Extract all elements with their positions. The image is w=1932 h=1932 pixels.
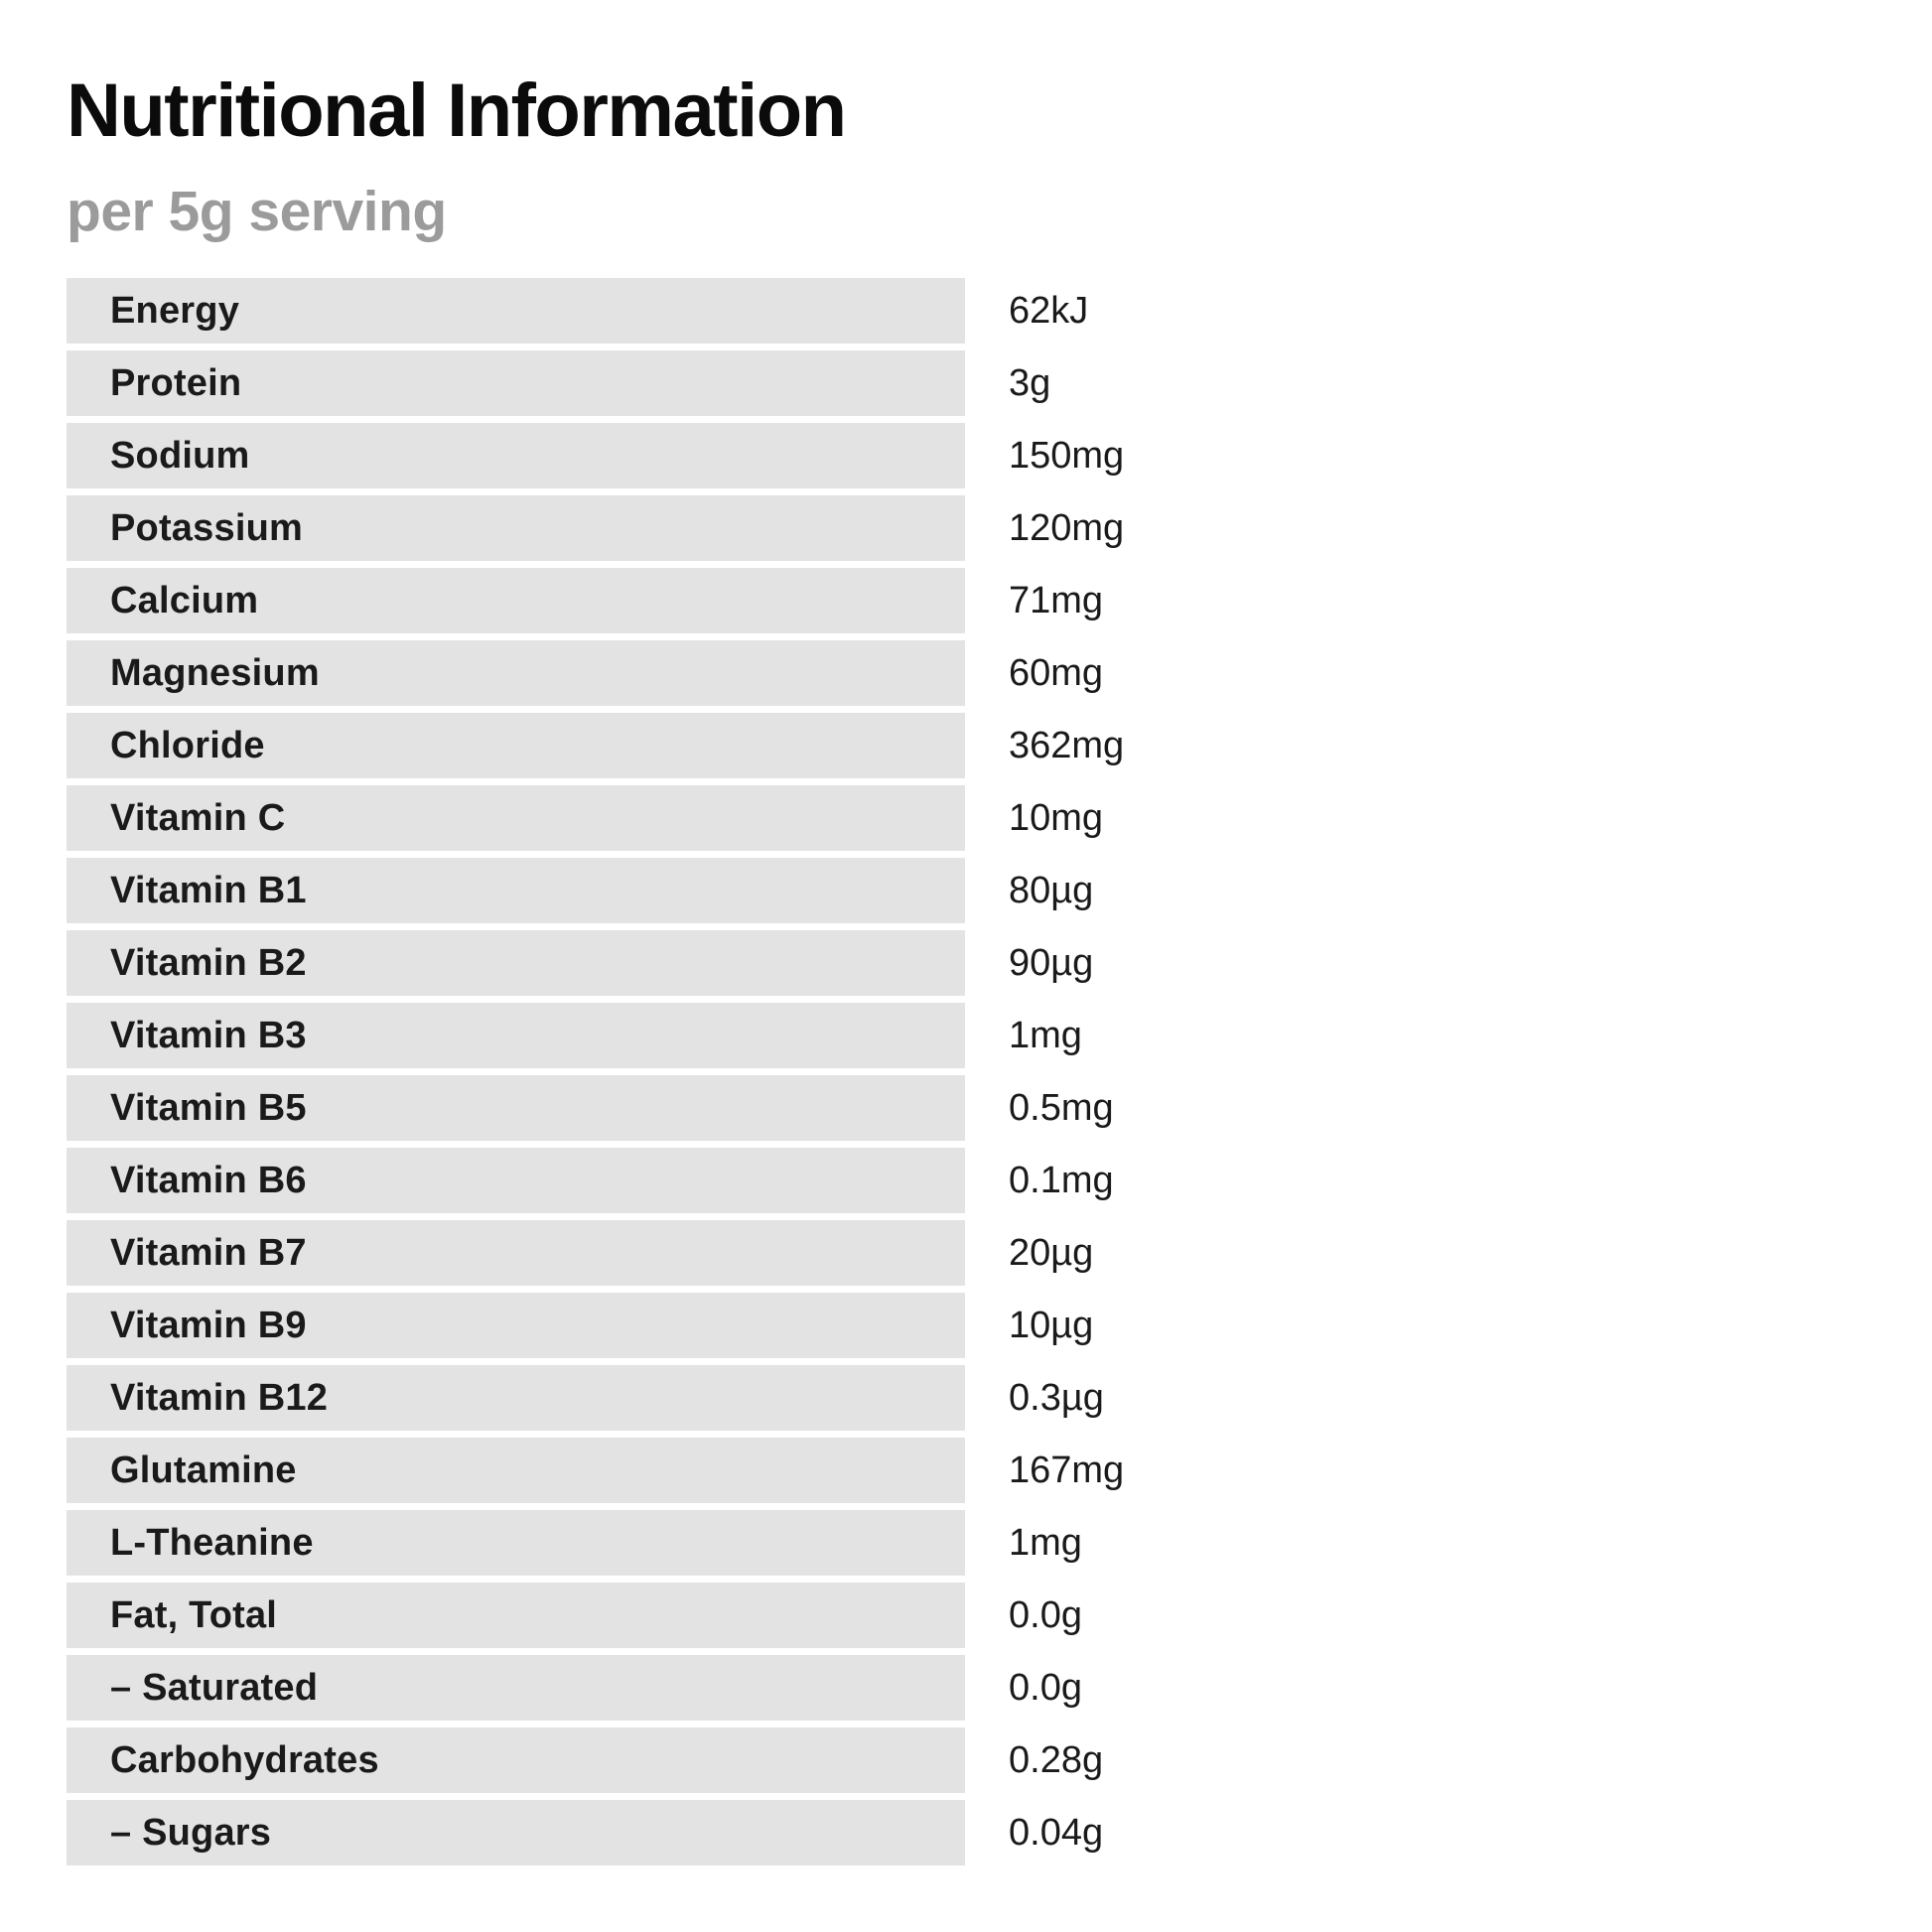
table-row: [67, 1510, 1932, 1576]
nutrient-label: Carbohydrates: [67, 1727, 965, 1793]
nutrient-value: 90µg: [1009, 941, 1094, 984]
nutrient-value: 80µg: [1009, 869, 1094, 911]
table-row: [67, 858, 1932, 923]
nutrient-label: Calcium: [67, 568, 965, 633]
table-row: [67, 1438, 1932, 1503]
nutrient-label: Protein: [67, 350, 965, 416]
table-row: [67, 1220, 1932, 1286]
nutrient-value: 1mg: [1009, 1014, 1082, 1056]
nutrient-value: 0.0g: [1009, 1593, 1082, 1636]
nutrient-label: Chloride: [67, 713, 965, 778]
nutrient-label: Vitamin B5: [67, 1075, 965, 1141]
table-row: [67, 785, 1932, 851]
nutrient-label: L-Theanine: [67, 1510, 965, 1576]
nutrient-value: 0.5mg: [1009, 1086, 1114, 1129]
nutrient-label: Vitamin C: [67, 785, 965, 851]
table-row: [67, 350, 1932, 416]
nutrient-label: Glutamine: [67, 1438, 965, 1503]
nutrient-label: Vitamin B2: [67, 930, 965, 996]
table-row: [67, 930, 1932, 996]
nutrient-value: 167mg: [1009, 1449, 1125, 1491]
table-row: [67, 1727, 1932, 1793]
nutrient-label: Vitamin B7: [67, 1220, 965, 1286]
nutrient-value: 150mg: [1009, 434, 1125, 477]
nutrient-value: 362mg: [1009, 724, 1125, 766]
nutrient-label: Vitamin B6: [67, 1148, 965, 1213]
nutrient-value: 10mg: [1009, 796, 1104, 839]
table-row: [67, 423, 1932, 488]
table-row: [67, 1003, 1932, 1068]
nutrient-label: – Sugars: [67, 1800, 965, 1865]
table-row: [67, 1293, 1932, 1358]
nutrient-value: 62kJ: [1009, 289, 1089, 332]
table-row: [67, 640, 1932, 706]
nutrient-label: Magnesium: [67, 640, 965, 706]
nutrient-value: 60mg: [1009, 651, 1104, 694]
nutrient-label: Sodium: [67, 423, 965, 488]
nutrient-label: Potassium: [67, 495, 965, 561]
nutrient-label: Vitamin B12: [67, 1365, 965, 1431]
nutrient-value: 0.28g: [1009, 1738, 1104, 1781]
nutrient-value: 3g: [1009, 361, 1051, 404]
nutrient-label: Fat, Total: [67, 1583, 965, 1648]
table-row: [67, 1800, 1932, 1865]
table-row: [67, 713, 1932, 778]
serving-subtitle: per 5g serving: [67, 180, 447, 243]
nutrient-label: Vitamin B3: [67, 1003, 965, 1068]
nutrient-value: 71mg: [1009, 579, 1104, 621]
nutrient-value: 120mg: [1009, 506, 1125, 549]
nutrient-label: Vitamin B9: [67, 1293, 965, 1358]
table-row: [67, 495, 1932, 561]
nutrient-value: 0.1mg: [1009, 1159, 1114, 1201]
nutrient-value: 0.04g: [1009, 1811, 1104, 1854]
table-row: [67, 1148, 1932, 1213]
nutrient-label: – Saturated: [67, 1655, 965, 1721]
nutrient-value: 20µg: [1009, 1231, 1094, 1274]
table-row: [67, 1365, 1932, 1431]
nutrient-label: Energy: [67, 278, 965, 344]
table-row: [67, 1655, 1932, 1721]
table-row: [67, 568, 1932, 633]
page-title: Nutritional Information: [67, 69, 846, 153]
nutrition-table: [67, 278, 1932, 1865]
nutrient-value: 0.3µg: [1009, 1376, 1104, 1419]
nutrient-value: 0.0g: [1009, 1666, 1082, 1709]
nutrient-label: Vitamin B1: [67, 858, 965, 923]
table-row: [67, 278, 1932, 344]
nutrient-value: 1mg: [1009, 1521, 1082, 1564]
table-row: [67, 1075, 1932, 1141]
nutrient-value: 10µg: [1009, 1304, 1094, 1346]
table-row: [67, 1583, 1932, 1648]
